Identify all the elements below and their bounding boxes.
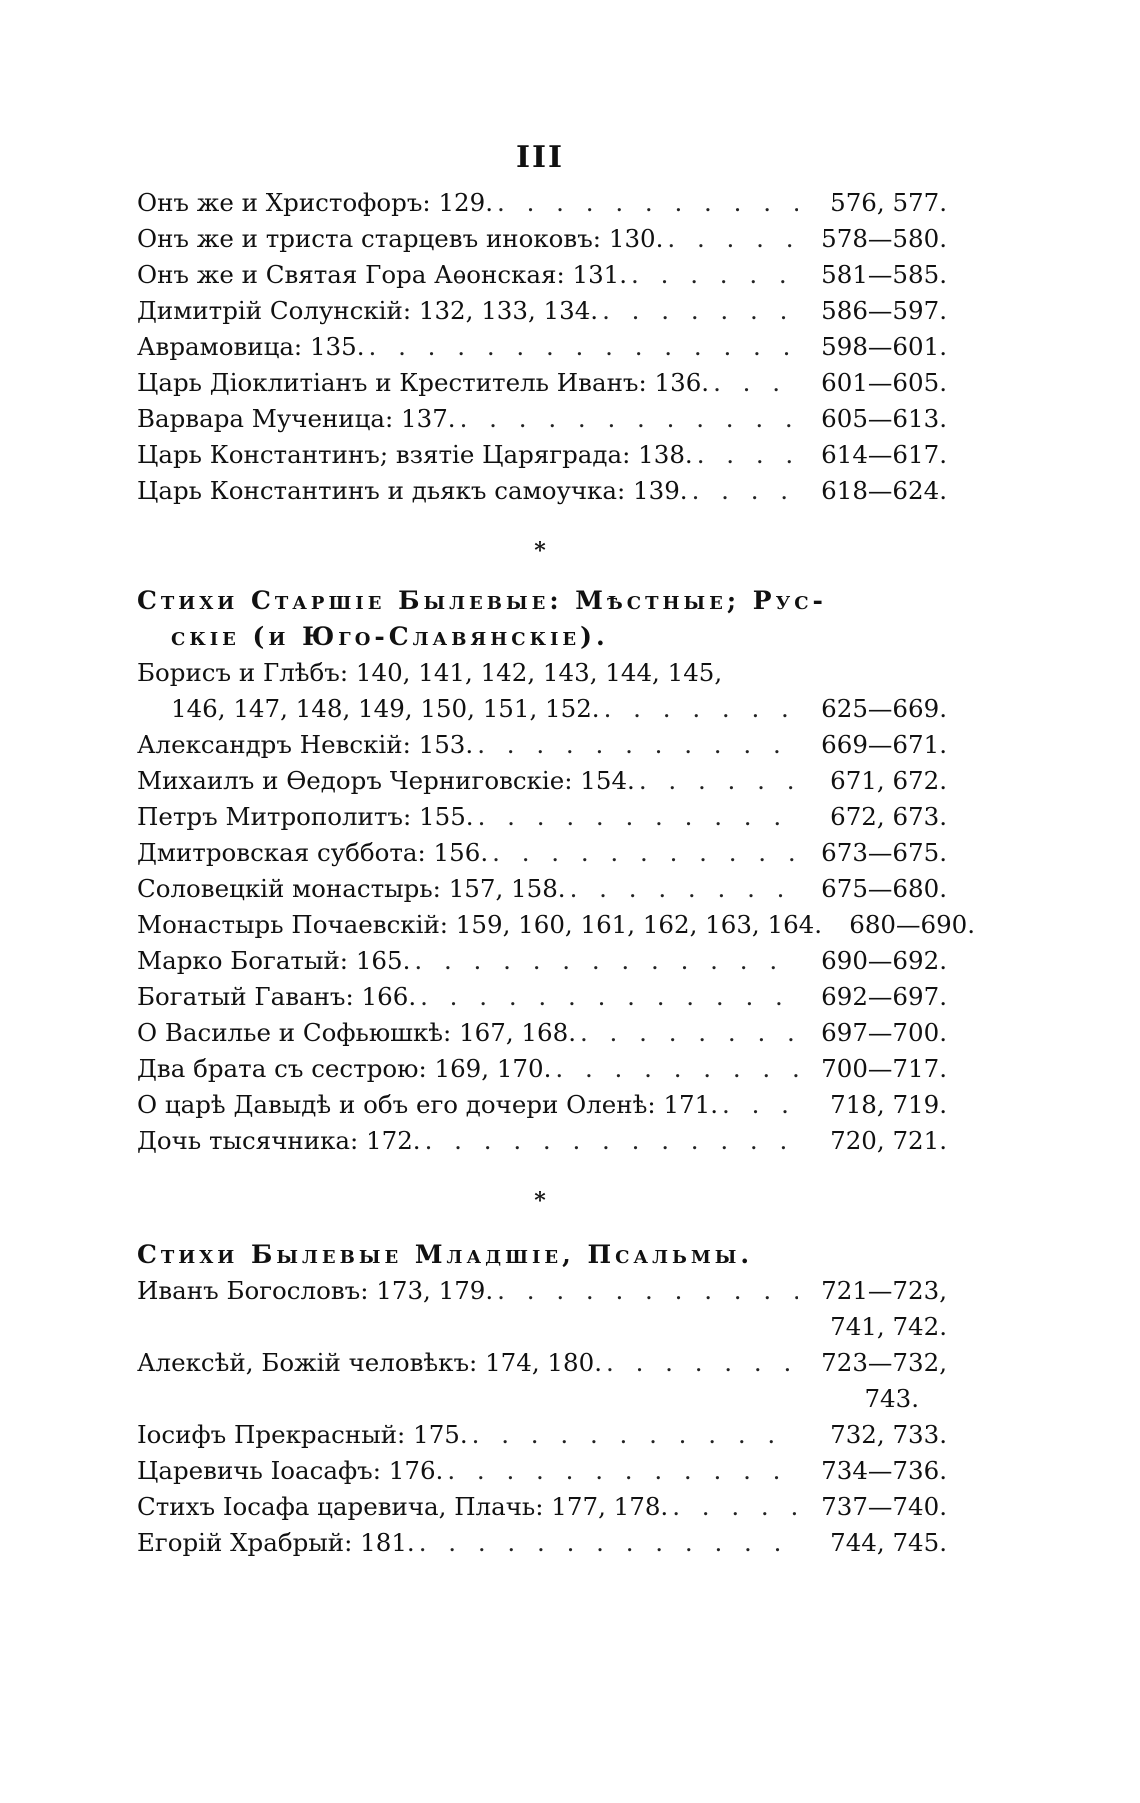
- toc-row-pages-continued: [137, 1384, 947, 1420]
- toc-pages: 680—690.: [849, 910, 976, 939]
- leader-dots: [419, 1528, 798, 1557]
- leader-dots: [555, 1054, 798, 1083]
- toc-pages: 672, 673.: [830, 802, 947, 831]
- toc-title: Варвара Мученица: 137.: [137, 404, 456, 433]
- toc-title: Онъ же и триста старцевъ иноковъ: 130.: [137, 224, 664, 253]
- toc-pages: 718, 719.: [830, 1090, 947, 1119]
- toc-row: [137, 224, 947, 260]
- toc-title: Стихъ Іосафа царевича, Плачь: 177, 178.: [137, 1492, 669, 1521]
- toc-pages: 741, 742.: [830, 1312, 947, 1341]
- toc-title: Монастырь Почаевскій: 159, 160, 161, 162, 163, 164.: [137, 910, 823, 939]
- toc-title: Дочь тысячника: 172.: [137, 1126, 421, 1155]
- toc-pages: 614—617.: [821, 440, 947, 469]
- toc-pages: 598—601.: [821, 332, 947, 361]
- toc-title: Алексѣй, Божій человѣкъ: 174, 180.: [137, 1348, 602, 1377]
- toc-title: О Василье и Софьюшкѣ: 167, 168.: [137, 1018, 576, 1047]
- toc-title: Иванъ Богословъ: 173, 179.: [137, 1276, 494, 1305]
- toc-section-2: [137, 586, 976, 1162]
- toc-row: [137, 404, 947, 440]
- toc-row-pages-continued: [137, 1312, 947, 1348]
- leader-dots: [369, 332, 798, 361]
- toc-row: [137, 296, 947, 332]
- toc-pages: 744, 745.: [830, 1528, 947, 1557]
- toc-title: Дмитровская суббота: 156.: [137, 838, 489, 867]
- toc-title: Димитрій Солунскій: 132, 133, 134.: [137, 296, 599, 325]
- toc-row: [137, 476, 947, 512]
- toc-title: Борисъ и Глѣбъ: 140, 141, 142, 143, 144, 145,: [137, 658, 723, 687]
- toc-row: [137, 1348, 947, 1384]
- toc-title: Онъ же и Христофоръ: 129.: [137, 188, 494, 217]
- leader-dots: [667, 224, 798, 253]
- leader-dots: [580, 1018, 798, 1047]
- toc-row: [137, 946, 947, 982]
- leader-dots: [460, 404, 798, 433]
- page-number: III: [515, 140, 565, 175]
- leader-dots: [492, 838, 798, 867]
- toc-title: О царѣ Давыдѣ и объ его дочери Оленѣ: 171.: [137, 1090, 718, 1119]
- leader-dots: [631, 260, 798, 289]
- toc-pages: 690—692.: [821, 946, 947, 975]
- toc-row: [137, 1492, 947, 1528]
- leader-dots: [604, 694, 798, 723]
- toc-pages: 576, 577.: [830, 188, 947, 217]
- toc-title: Соловецкій монастырь: 157, 158.: [137, 874, 566, 903]
- toc-title: Царь Константинъ и дьякъ самоучка: 139.: [137, 476, 688, 505]
- toc-title: Марко Богатый: 165.: [137, 946, 411, 975]
- toc-row: [137, 368, 947, 404]
- leader-dots: [447, 1456, 798, 1485]
- toc-pages: 734—736.: [821, 1456, 947, 1485]
- toc-title: Егорій Храбрый: 181.: [137, 1528, 415, 1557]
- toc-title: 146, 147, 148, 149, 150, 151, 152.: [171, 694, 600, 723]
- toc-row: [137, 260, 947, 296]
- leader-dots: [472, 1420, 798, 1449]
- leader-dots: [602, 296, 798, 325]
- section-heading: Стихи Старшіе Былевые: Мѣстные; Рус-: [137, 586, 827, 615]
- toc-row: [137, 766, 947, 802]
- section-divider-star: *: [534, 1188, 546, 1214]
- toc-row: [137, 440, 947, 476]
- leader-dots: [414, 946, 798, 975]
- leader-dots: [713, 368, 798, 397]
- toc-row: [137, 1276, 947, 1312]
- toc-title: Петръ Митрополитъ: 155.: [137, 802, 474, 831]
- leader-dots: [570, 874, 798, 903]
- toc-row: [137, 1054, 947, 1090]
- toc-row: [137, 874, 947, 910]
- toc-row: [137, 838, 947, 874]
- toc-pages: 581—585.: [821, 260, 947, 289]
- leader-dots: [606, 1348, 798, 1377]
- toc-pages: 586—597.: [821, 296, 947, 325]
- leader-dots: [497, 1276, 798, 1305]
- toc-pages: 673—675.: [821, 838, 947, 867]
- toc-row: [137, 188, 947, 224]
- toc-title: Онъ же и Святая Гора Аѳонская: 131.: [137, 260, 628, 289]
- toc-pages: 625—669.: [821, 694, 947, 723]
- toc-title: Богатый Гаванъ: 166.: [137, 982, 417, 1011]
- toc-pages: 669—671.: [821, 730, 947, 759]
- toc-row: [137, 1528, 947, 1564]
- section-heading-continued: скіе (и Юго-Славянскіе).: [171, 622, 609, 651]
- toc-pages: 721—723,: [821, 1276, 947, 1305]
- section-heading: Стихи Былевые Младшіе, Псальмы.: [137, 1240, 754, 1269]
- toc-row: [137, 1090, 947, 1126]
- toc-pages: 720, 721.: [830, 1126, 947, 1155]
- toc-title: Царь Діоклитіанъ и Креститель Иванъ: 136.: [137, 368, 710, 397]
- leader-dots: [722, 1090, 798, 1119]
- toc-pages: 697—700.: [821, 1018, 947, 1047]
- toc-pages: 578—580.: [821, 224, 947, 253]
- toc-row: [137, 332, 947, 368]
- toc-row: [137, 910, 976, 946]
- leader-dots: [497, 188, 798, 217]
- toc-pages: 605—613.: [821, 404, 947, 433]
- toc-pages: 723—732,: [821, 1348, 947, 1377]
- toc-row: [137, 658, 947, 694]
- toc-pages: 618—624.: [821, 476, 947, 505]
- toc-title: Александръ Невскій: 153.: [137, 730, 474, 759]
- leader-dots: [639, 766, 798, 795]
- leader-dots: [425, 1126, 798, 1155]
- toc-title: Іосифъ Прекрасный: 175.: [137, 1420, 468, 1449]
- toc-title: Аврамовица: 135.: [137, 332, 365, 361]
- toc-row: [137, 1018, 947, 1054]
- leader-dots: [697, 440, 798, 469]
- toc-title: Два брата съ сестрою: 169, 170.: [137, 1054, 552, 1083]
- toc-pages: 675—680.: [821, 874, 947, 903]
- toc-row: [137, 730, 947, 766]
- toc-pages: 671, 672.: [830, 766, 947, 795]
- leader-dots: [672, 1492, 798, 1521]
- toc-row: [137, 982, 947, 1018]
- toc-row: [137, 1456, 947, 1492]
- toc-pages: 743.: [864, 1384, 919, 1413]
- toc-title: Царевичь Іоасафъ: 176.: [137, 1456, 444, 1485]
- toc-row: [137, 1126, 947, 1162]
- toc-pages: 732, 733.: [830, 1420, 947, 1449]
- toc-pages: 692—697.: [821, 982, 947, 1011]
- toc-pages: 700—717.: [821, 1054, 947, 1083]
- toc-pages: 737—740.: [821, 1492, 947, 1521]
- toc-pages: 601—605.: [821, 368, 947, 397]
- toc-section-1: [137, 188, 947, 512]
- toc-section-3: [137, 1240, 947, 1564]
- leader-dots: [692, 476, 798, 505]
- leader-dots: [478, 802, 798, 831]
- toc-title: Царь Константинъ; взятіе Царяграда: 138.: [137, 440, 693, 469]
- toc-row: [137, 802, 947, 838]
- leader-dots: [420, 982, 798, 1011]
- toc-row: [137, 1420, 947, 1456]
- toc-row: [137, 694, 947, 730]
- leader-dots: [477, 730, 798, 759]
- toc-title: Михаилъ и Ѳедоръ Черниговскіе: 154.: [137, 766, 635, 795]
- section-divider-star: *: [534, 538, 546, 564]
